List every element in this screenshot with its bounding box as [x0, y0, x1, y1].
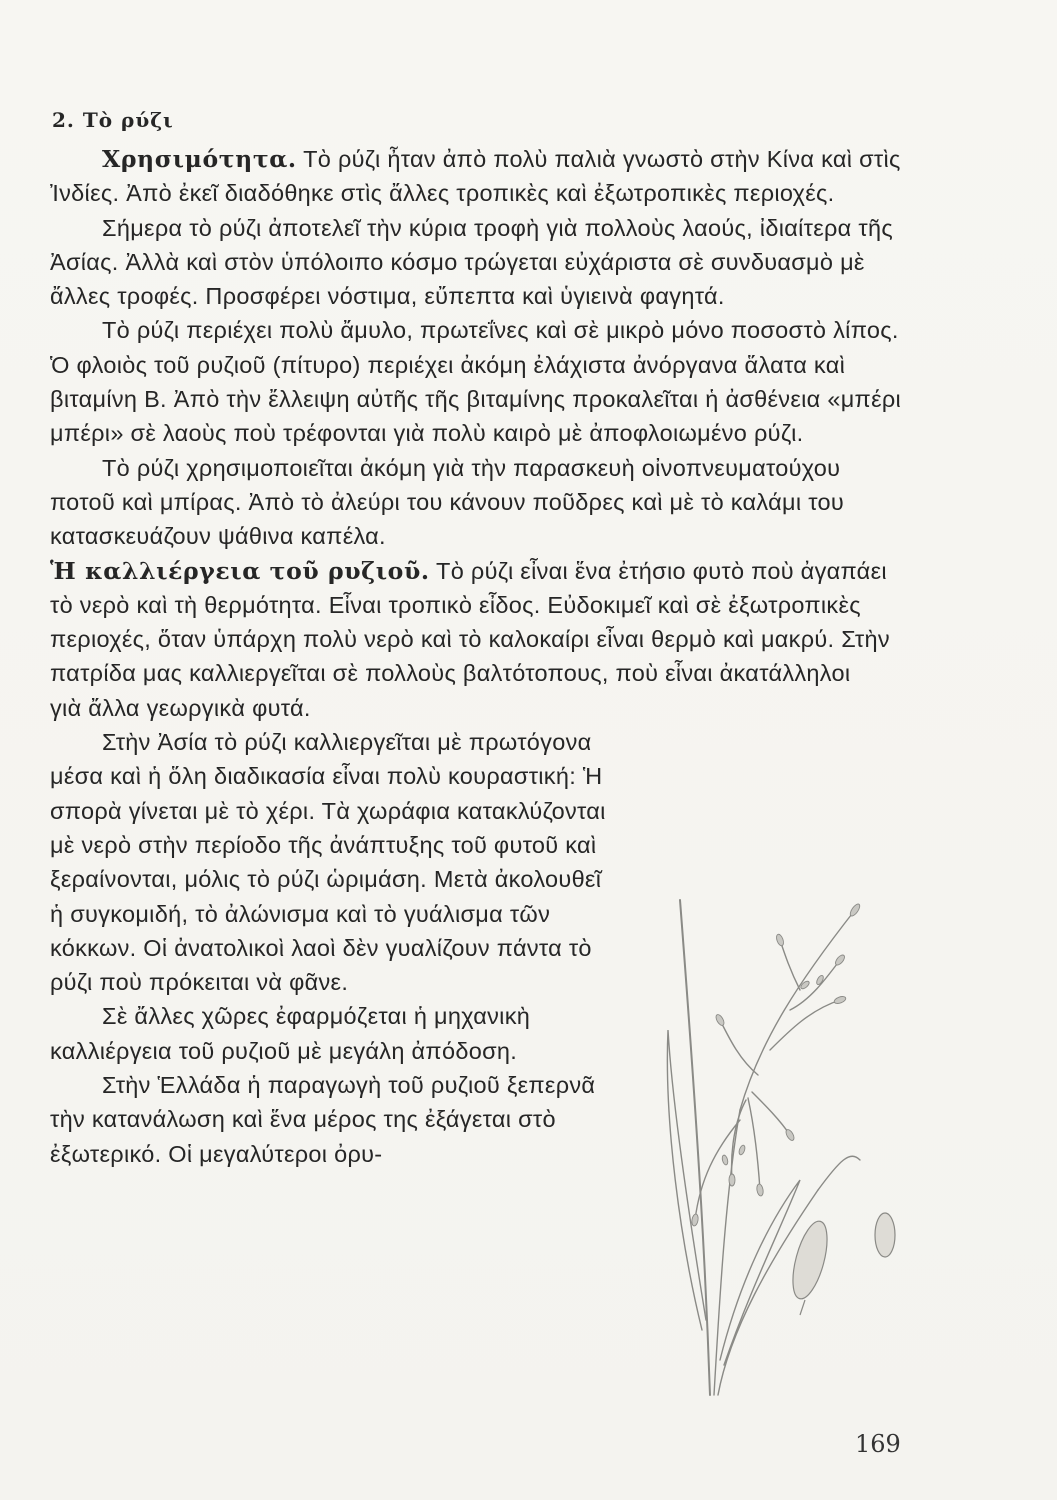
paragraph-cultivation-tail: γιὰ ἄλλα γεωργικὰ φυτά. [50, 694, 311, 721]
rice-plant-illustration [640, 860, 940, 1400]
heading-cultivation: Ἡ καλλιέργεια τοῦ ρυζιοῦ. [50, 556, 430, 585]
paragraph-text: Τὸ ρύζι εἶναι ἕνα ἐτήσιο φυτὸ ποὺ ἀγαπάει τὸ νερὸ καὶ τὴ θερμότητα. Εἶναι τροπικὸ εἶδος. Εὐδοκιμεῖ καὶ σὲ ἐξωτροπικὲς περιοχές, ὅταν ὑπάρχη πολὺ νερὸ καὶ τὸ καλοκαίρι εἶναι θερμὸ καὶ μακρύ. Στὴν πατρίδα μας καλλιεργεῖται σὲ πολλοὺς βαλτότοπους, ποὺ εἶναι ἀκατάλληλοι [50, 557, 890, 687]
section-title: 2. Τὸ ρύζι [52, 108, 174, 132]
paragraph-mechanical: Σὲ ἄλλες χῶρες ἐφαρμόζεται ἡ μηχανικὴ καλλιέργεια τοῦ ρυζιοῦ μὲ μεγάλη ἀπόδοση. [50, 1003, 531, 1064]
paragraph-other-uses: Τὸ ρύζι χρησιμοποιεῖται ἀκόμη γιὰ τὴν παρασκευὴ οἰνοπνευματούχου ποτοῦ καὶ μπίρας. Ἀπὸ τὸ ἀλεύρι του κάνουν ποῦδρες καὶ μὲ τὸ καλάμι του κατασκευάζουν ψάθινα καπέλα. [50, 454, 844, 550]
paragraph-greece: Στὴν Ἑλλάδα ἡ παραγωγὴ τοῦ ρυζιοῦ ξεπερνᾶ τὴν κατανάλωση καὶ ἕνα μέρος της ἐξάγεται στὸ ἐξωτερικό. Οἱ μεγαλύτεροι ὀρυ- [50, 1072, 596, 1167]
paragraph-usefulness [50, 142, 910, 211]
paragraph-main-food: Σήμερα τὸ ρύζι ἀποτελεῖ τὴν κύρια τροφὴ γιὰ πολλοὺς λαούς, ἰδιαίτερα τῆς Ἀσίας. Ἀλλὰ καὶ στὸν ὑπόλοιπο κόσμο τρώγεται εὐχάριστα σὲ συνδυασμὸ μὲ ἄλλες τροφές. Προσφέρει νόστιμα, εὔπεπτα καὶ ὑγιεινὰ φαγητά. [50, 214, 893, 310]
paragraph-text: Τὸ ρύζι ἦταν ἀπὸ πολὺ παλιὰ γνωστὸ στὴν Κίνα καὶ στὶς Ἰνδίες. Ἀπὸ ἐκεῖ διαδόθηκε στὶς ἄλλες τροπικὲς καὶ ἐξωτροπικὲς περιοχές. [50, 146, 901, 207]
paragraph-cultivation [50, 554, 910, 691]
paragraph-nutrition: Τὸ ρύζι περιέχει πολὺ ἄμυλο, πρωτεΐνες καὶ σὲ μικρὸ μόνο ποσοστὸ λίπος. Ὁ φλοιὸς τοῦ ρυζιοῦ (πίτυρο) περιέχει ἀκόμη ἐλάχιστα ἀνόργανα ἅλατα καὶ βιταμίνη Β. Ἀπὸ τὴν ἔλλειψη αὐτῆς τῆς βιταμίνης προκαλεῖται ἡ ἀσθένεια «μπέρι μπέρι» σὲ λαοὺς ποὺ τρέφονται γιὰ πολὺ καιρὸ μὲ ἀποφλοιωμένο ρύζι. [50, 317, 902, 447]
page-number: 169 [855, 1430, 901, 1458]
paragraph-asia: Στὴν Ἀσία τὸ ρύζι καλλιεργεῖται μὲ πρωτόγονα μέσα καὶ ἡ ὅλη διαδικασία εἶναι πολὺ κουραστική: Ἡ σπορὰ γίνεται μὲ τὸ χέρι. Τὰ χωράφια κατακλύζονται μὲ νερὸ στὴν περίοδο τῆς ἀνάπτυξης τοῦ φυτοῦ καὶ ξεραίνονται, μόλις τὸ ρύζι ὡριμάση. Μετὰ ἀκολουθεῖ ἡ συγκομιδή, τὸ ἀλώνισμα καὶ τὸ γυάλισμα τῶν κόκκων. Οἱ ἀνατολικοὶ λαοὶ δὲν γυαλίζουν πάντα τὸ ρύζι ποὺ πρόκειται νὰ φᾶνε. [50, 729, 606, 996]
heading-usefulness: Χρησιμότητα. [102, 145, 297, 173]
